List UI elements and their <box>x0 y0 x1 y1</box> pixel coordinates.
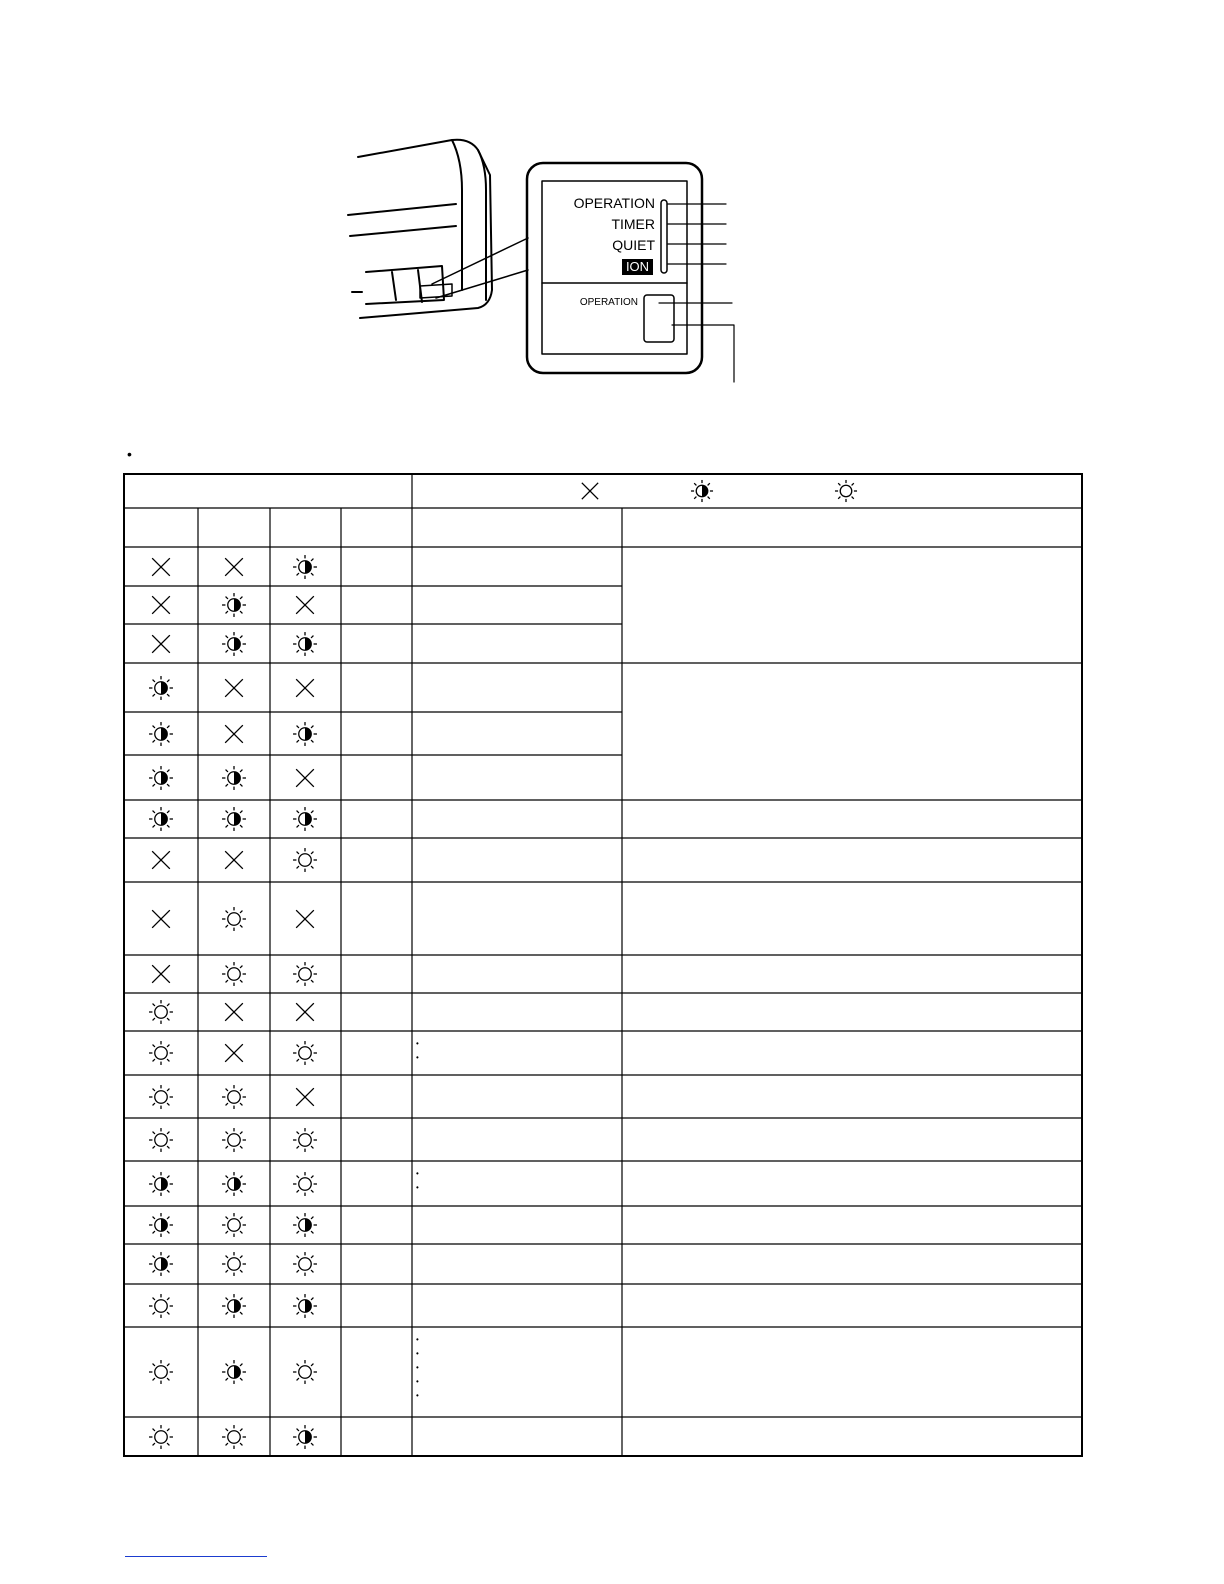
off-x-icon <box>221 999 247 1025</box>
off-x-icon <box>292 999 318 1025</box>
half-sun-icon <box>292 1424 318 1450</box>
off-x-icon <box>221 1040 247 1066</box>
half-sun-icon <box>148 1251 174 1277</box>
quiet-indicator-label: QUIET <box>612 237 655 253</box>
sun-icon <box>148 1040 174 1066</box>
half-sun-icon <box>292 554 318 580</box>
half-sun-icon <box>221 592 247 618</box>
ion-indicator-label: ION <box>622 259 653 275</box>
sun-icon <box>292 1171 318 1197</box>
sun-icon <box>292 1359 318 1385</box>
sun-icon <box>221 1084 247 1110</box>
half-sun-icon <box>148 721 174 747</box>
half-sun-icon <box>221 806 247 832</box>
sun-icon <box>221 906 247 932</box>
sun-icon <box>148 1127 174 1153</box>
off-x-icon <box>292 765 318 791</box>
half-sun-icon <box>148 675 174 701</box>
off-x-icon <box>148 906 174 932</box>
operation-indicator-label: OPERATION <box>573 195 655 211</box>
off-x-icon <box>148 554 174 580</box>
sun-icon <box>221 1424 247 1450</box>
half-sun-icon <box>292 631 318 657</box>
off-x-icon <box>148 847 174 873</box>
off-x-icon <box>148 592 174 618</box>
description-bullets: • • <box>416 1039 419 1062</box>
off-x-icon <box>292 675 318 701</box>
off-x-icon <box>148 631 174 657</box>
sun-icon <box>148 1084 174 1110</box>
half-sun-icon <box>221 765 247 791</box>
sun-icon <box>221 1127 247 1153</box>
sun-icon <box>221 1212 247 1238</box>
sun-icon <box>834 479 858 508</box>
sun-icon <box>148 1359 174 1385</box>
off-x-icon <box>221 675 247 701</box>
sun-icon <box>148 1293 174 1319</box>
description-bullets: • • <box>416 1169 419 1192</box>
half-sun-icon <box>292 721 318 747</box>
half-sun-icon <box>292 1293 318 1319</box>
timer-indicator-label: TIMER <box>611 216 655 232</box>
sun-icon <box>221 961 247 987</box>
half-sun-icon <box>148 765 174 791</box>
sun-icon <box>292 1127 318 1153</box>
off-x-icon <box>221 721 247 747</box>
half-sun-icon <box>221 1171 247 1197</box>
off-x-icon <box>221 554 247 580</box>
off-x-icon <box>148 961 174 987</box>
sun-icon <box>292 1251 318 1277</box>
description-bullets: • • • • • <box>416 1335 419 1400</box>
half-sun-icon <box>292 806 318 832</box>
half-sun-icon <box>148 806 174 832</box>
off-x-icon <box>292 592 318 618</box>
half-sun-icon <box>221 631 247 657</box>
bullet-mark: • <box>127 446 132 462</box>
sun-icon <box>148 1424 174 1450</box>
half-sun-icon <box>690 479 714 508</box>
sun-icon <box>292 961 318 987</box>
off-x-icon <box>578 479 602 508</box>
off-x-icon <box>221 847 247 873</box>
half-sun-icon <box>221 1293 247 1319</box>
operation-button-label: OPERATION <box>579 297 638 308</box>
half-sun-icon <box>148 1212 174 1238</box>
sun-icon <box>292 847 318 873</box>
half-sun-icon <box>221 1359 247 1385</box>
footer-rule <box>125 1556 267 1557</box>
off-x-icon <box>292 1084 318 1110</box>
sun-icon <box>292 1040 318 1066</box>
half-sun-icon <box>292 1212 318 1238</box>
sun-icon <box>148 999 174 1025</box>
half-sun-icon <box>148 1171 174 1197</box>
sun-icon <box>221 1251 247 1277</box>
legend-row <box>412 474 1082 507</box>
off-x-icon <box>292 906 318 932</box>
